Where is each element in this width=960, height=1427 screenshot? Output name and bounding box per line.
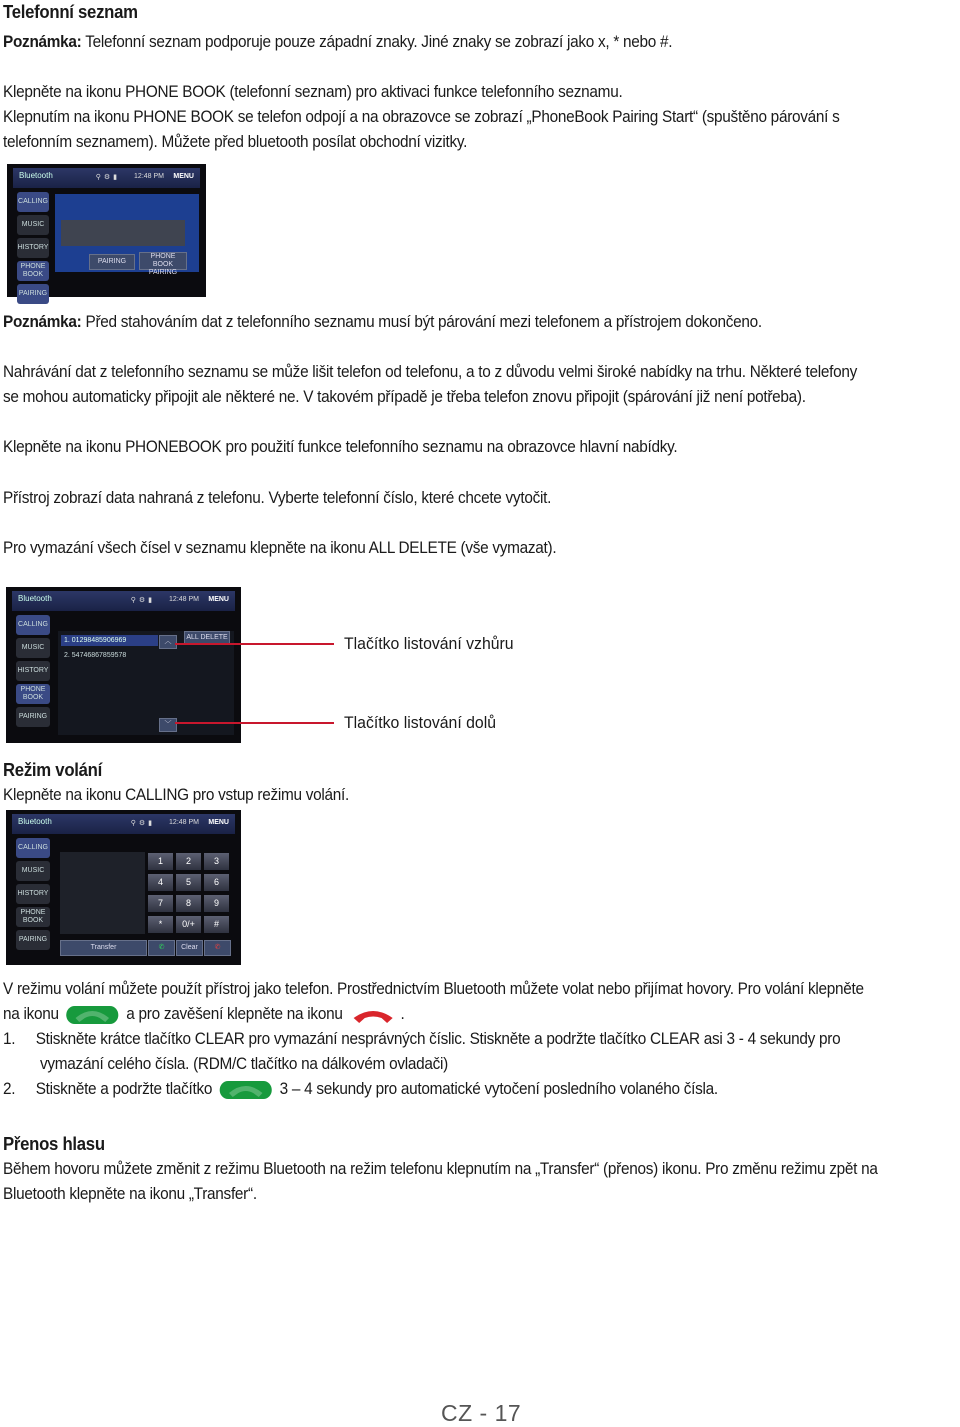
call-green-icon — [67, 1006, 119, 1024]
scroll-down-icon[interactable]: ﹀ — [159, 718, 177, 732]
side-item-calling[interactable]: CALLING — [17, 192, 49, 212]
text: na ikonu — [3, 1005, 59, 1023]
note-label: Poznámka: — [3, 313, 82, 331]
device-screen-calling — [6, 810, 241, 965]
screen-topbar — [12, 814, 235, 834]
phonebook-heading: Telefonní seznam — [3, 2, 138, 22]
list-text: 3 – 4 sekundy pro automatické vytočení posledního volaného čísla. — [279, 1080, 718, 1098]
side-item-history[interactable]: HISTORY — [17, 238, 49, 258]
key-0[interactable]: 0/+ — [176, 916, 201, 933]
paragraph: Pro vymazání všech čísel v seznamu klepněte na ikonu ALL DELETE (vše vymazat). — [3, 539, 557, 557]
key-7[interactable]: 7 — [148, 895, 173, 912]
hangup-red-icon — [350, 1006, 397, 1024]
callout-line-up — [175, 643, 334, 645]
side-item-calling[interactable]: CALLING — [16, 615, 50, 635]
page-number: CZ - 17 — [441, 1400, 522, 1426]
paragraph: telefonním seznamem). Můžete před bluetooth posílat obchodní vizitky. — [3, 133, 468, 151]
side-item-music[interactable]: MUSIC — [16, 638, 50, 658]
callout-line-down — [175, 722, 334, 724]
status-icons: ⚲⚙▮ — [130, 820, 155, 827]
paragraph: Přístroj zobrazí data nahraná z telefonu. Vyberte telefonní číslo, které chcete vytočit. — [3, 489, 552, 507]
paragraph: Bluetooth klepněte na ikonu „Transfer“. — [3, 1185, 257, 1203]
scroll-up-icon[interactable]: ︿ — [159, 635, 177, 649]
phonebook-pairing-button[interactable]: PHONE BOOK PAIRING — [139, 252, 187, 270]
pairing-display — [61, 220, 185, 246]
side-item-pairing[interactable]: PAIRING — [16, 930, 50, 950]
call-icon[interactable]: ✆ — [148, 940, 175, 956]
side-item-pairing[interactable]: PAIRING — [16, 707, 50, 727]
list-item[interactable]: 1. 01298485906969 — [61, 635, 158, 646]
side-item-calling[interactable]: CALLING — [16, 838, 50, 858]
list-text: Stiskněte a podržte tlačítko — [35, 1080, 213, 1098]
key-2[interactable]: 2 — [176, 853, 201, 870]
side-item-phonebook[interactable]: PHONE BOOK — [16, 684, 50, 704]
paragraph: Nahrávání dat z telefonního seznamu se může lišit telefon od telefonu, a to z důvodu velmi široké nabídky na trhu. Některé telefony — [3, 363, 857, 381]
paragraph: Klepněte na ikonu PHONEBOOK pro použití funkce telefonního seznamu na obrazovce hlavní nabídky. — [3, 438, 678, 456]
key-9[interactable]: 9 — [204, 895, 229, 912]
device-screen-phonebook — [6, 587, 241, 743]
side-menu — [16, 615, 50, 730]
note-text: Telefonní seznam podporuje pouze západní znaky. Jiné znaky se zobrazí jako x, * nebo #. — [81, 33, 673, 51]
status-icons: ⚲⚙▮ — [130, 597, 155, 604]
screen-topbar — [13, 168, 200, 188]
text: a pro zavěšení klepněte na ikonu — [126, 1005, 343, 1023]
list-number: 1. — [3, 1030, 16, 1048]
side-item-history[interactable]: HISTORY — [16, 884, 50, 904]
menu-button[interactable]: MENU — [173, 173, 194, 180]
menu-button[interactable]: MENU — [208, 596, 229, 603]
phonebook-note-2 — [3, 310, 762, 335]
paragraph-with-icons — [3, 1002, 405, 1027]
bluetooth-label: Bluetooth — [18, 594, 52, 603]
clear-button[interactable]: Clear — [176, 940, 203, 956]
list-item-1 — [3, 1027, 840, 1052]
transfer-button[interactable]: Transfer — [60, 940, 147, 956]
menu-button[interactable]: MENU — [208, 819, 229, 826]
list-item-2 — [3, 1077, 718, 1102]
key-1[interactable]: 1 — [148, 853, 173, 870]
pairing-button[interactable]: PAIRING — [89, 254, 135, 270]
paragraph: se mohou automaticky připojit ale některé ne. V takovém případě je třeba telefon znovu připojit (spárování již není potřeba). — [3, 388, 806, 406]
device-screen-pairing — [7, 164, 206, 297]
dial-pad — [148, 853, 229, 933]
key-4[interactable]: 4 — [148, 874, 173, 891]
text: . — [400, 1005, 405, 1023]
side-item-pairing[interactable]: PAIRING — [17, 284, 49, 304]
side-item-history[interactable]: HISTORY — [16, 661, 50, 681]
key-3[interactable]: 3 — [204, 853, 229, 870]
number-display — [60, 852, 145, 934]
clock: 12:48 PM — [169, 819, 199, 826]
list-item[interactable]: 2. 54746867859578 — [64, 652, 127, 659]
key-hash[interactable]: # — [204, 916, 229, 933]
bluetooth-label: Bluetooth — [18, 817, 52, 826]
key-5[interactable]: 5 — [176, 874, 201, 891]
side-item-music[interactable]: MUSIC — [16, 861, 50, 881]
label-scroll-down: Tlačítko listování dolů — [344, 713, 497, 732]
phonebook-list — [58, 631, 234, 735]
note-label: Poznámka: — [3, 33, 82, 51]
all-delete-button[interactable]: ALL DELETE — [184, 631, 230, 645]
call-green-icon — [220, 1081, 272, 1099]
note-text: Před stahováním dat z telefonního seznamu musí být párování mezi telefonem a přístrojem dokončeno. — [81, 313, 762, 331]
hangup-icon[interactable]: ✆ — [204, 940, 231, 956]
screen-topbar — [12, 591, 235, 611]
key-star[interactable]: * — [148, 916, 173, 933]
side-item-phonebook[interactable]: PHONE BOOK — [17, 261, 49, 281]
side-item-music[interactable]: MUSIC — [17, 215, 49, 235]
list-text: Stiskněte krátce tlačítko CLEAR pro vymazání nesprávných číslic. Stiskněte a podržte tlačítko CLEAR asi 3 - 4 sekundy pro — [35, 1030, 841, 1048]
side-item-phonebook[interactable]: PHONE BOOK — [16, 907, 50, 927]
key-6[interactable]: 6 — [204, 874, 229, 891]
list-item-1-continued: vymazání celého čísla. (RDM/C tlačítko na dálkovém ovladači) — [40, 1055, 448, 1073]
paragraph: Klepněte na ikonu PHONE BOOK (telefonní seznam) pro aktivaci funkce telefonního seznamu. — [3, 83, 623, 101]
calling-heading: Režim volání — [3, 760, 102, 780]
key-8[interactable]: 8 — [176, 895, 201, 912]
bluetooth-label: Bluetooth — [19, 171, 53, 180]
paragraph: V režimu volání můžete použít přístroj jako telefon. Prostřednictvím Bluetooth můžete volat nebo přijímat hovory. Pro volání klepněte — [3, 980, 864, 998]
transfer-heading: Přenos hlasu — [3, 1134, 105, 1154]
phonebook-note — [3, 30, 672, 55]
clock: 12:48 PM — [134, 173, 164, 180]
status-icons: ⚲⚙▮ — [95, 174, 120, 181]
side-menu — [16, 838, 50, 953]
paragraph: Během hovoru můžete změnit z režimu Bluetooth na režim telefonu klepnutím na „Transfer“ (přenos) ikonu. Pro změnu režimu zpět na — [3, 1160, 878, 1178]
side-menu — [17, 192, 49, 307]
paragraph: Klepnutím na ikonu PHONE BOOK se telefon odpojí a na obrazovce se zobrazí „PhoneBook Pairing Start“ (spuštěno párování s — [3, 108, 840, 126]
paragraph: Klepněte na ikonu CALLING pro vstup režimu volání. — [3, 786, 350, 804]
list-number: 2. — [3, 1080, 16, 1098]
clock: 12:48 PM — [169, 596, 199, 603]
label-scroll-up: Tlačítko listování vzhůru — [344, 634, 514, 653]
